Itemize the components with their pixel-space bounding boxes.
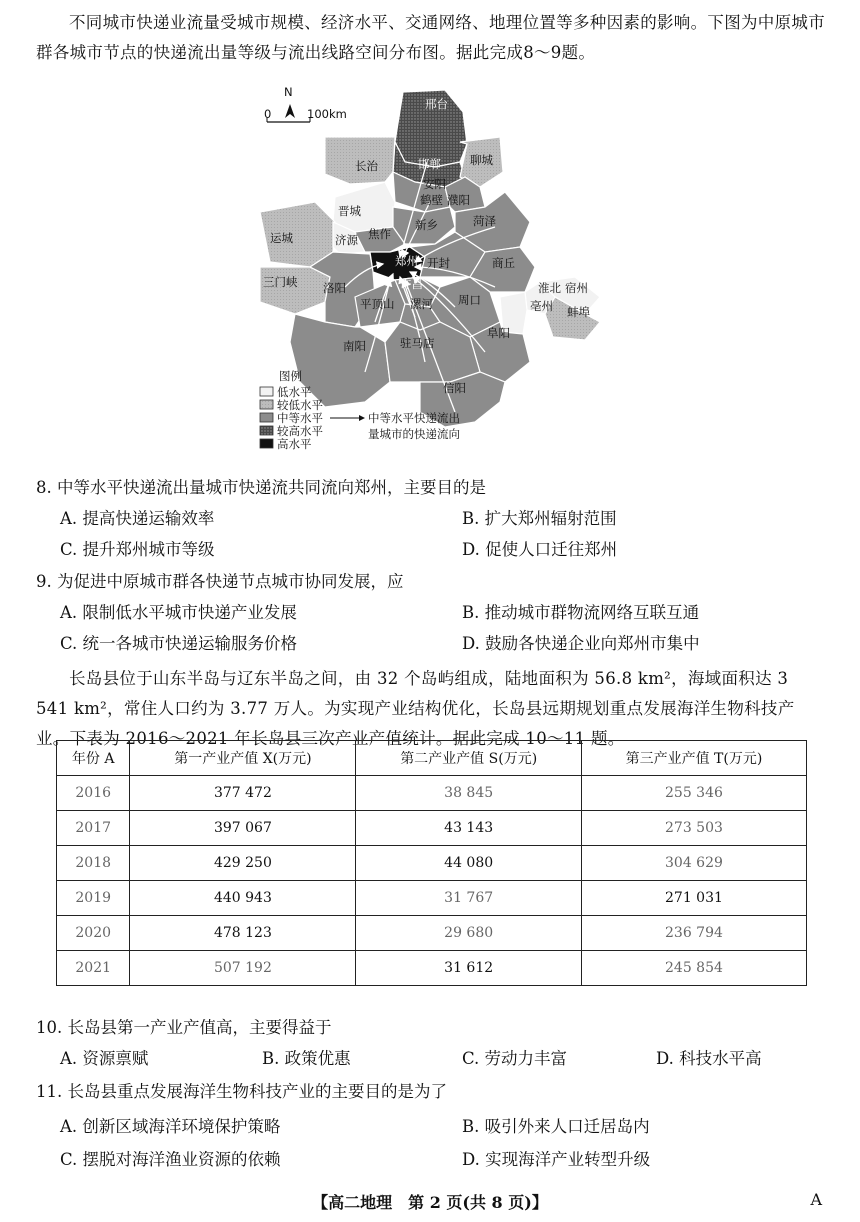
city-luoyang: 洛阳 — [323, 281, 346, 295]
table-cell: 255 346 — [581, 776, 806, 811]
q9-option-b: B. 推动城市群物流网络互联互通 — [462, 603, 700, 622]
city-anyang: 安阳 — [423, 177, 446, 191]
city-xingtai: 邢台 — [425, 97, 448, 111]
legend-swatch-lower — [260, 400, 273, 409]
city-yuncheng: 运城 — [270, 231, 293, 245]
table-cell: 31 612 — [356, 951, 581, 986]
table-cell: 2018 — [57, 846, 130, 881]
q9-option-a: A. 限制低水平城市快递产业发展 — [60, 603, 297, 622]
table-header: 第二产业产值 S(万元) — [356, 741, 581, 776]
table-header: 年份 A — [57, 741, 130, 776]
city-liaocheng: 聊城 — [470, 153, 493, 167]
table-header: 第一产业产值 X(万元) — [130, 741, 356, 776]
table-cell: 2019 — [57, 881, 130, 916]
legend-title: 图例 — [279, 369, 302, 383]
q10-option-b: B. 政策优惠 — [262, 1049, 351, 1068]
legend-medium: 中等水平 — [277, 411, 323, 425]
city-luohe: 漯河 — [410, 297, 433, 311]
question-8-stem: 8. 中等水平快递流出量城市快递流共同流向郑州，主要目的是 — [36, 478, 486, 497]
page-footer: 【高二地理 第 2 页(共 8 页)】 — [312, 1193, 548, 1212]
q10-option-d: D. 科技水平高 — [656, 1049, 762, 1068]
q11-option-b: B. 吸引外来人口迁居岛内 — [462, 1117, 650, 1136]
city-xinyang: 信阳 — [443, 381, 466, 395]
table-cell: 2020 — [57, 916, 130, 951]
table-cell: 236 794 — [581, 916, 806, 951]
city-heze: 菏泽 — [473, 214, 496, 228]
city-xuchang: 许昌 — [400, 277, 423, 291]
table-row — [57, 846, 807, 881]
express-flow-map — [255, 82, 607, 460]
legend-low: 低水平 — [277, 385, 312, 399]
north-arrow-icon — [285, 104, 295, 118]
table-header-row — [57, 741, 807, 776]
city-zhumadian: 驻马店 — [400, 336, 435, 350]
city-sanmenxia: 三门峡 — [263, 275, 298, 289]
north-label: N — [284, 85, 293, 99]
legend-high: 高水平 — [277, 437, 312, 451]
table-row — [57, 916, 807, 951]
table-cell: 31 767 — [356, 881, 581, 916]
table-row — [57, 881, 807, 916]
city-hebi: 鹤壁 — [420, 193, 443, 207]
table-cell: 245 854 — [581, 951, 806, 986]
legend-lower: 较低水平 — [277, 398, 323, 412]
city-shangqiu: 商丘 — [492, 256, 515, 270]
city-kaifeng: 开封 — [427, 256, 450, 270]
table-row — [57, 951, 807, 986]
q9-option-d: D. 鼓励各快递企业向郑州市集中 — [462, 634, 700, 653]
table-cell: 43 143 — [356, 811, 581, 846]
legend-arrow-line2: 量城市的快递流向 — [368, 427, 460, 441]
q8-option-b: B. 扩大郑州辐射范围 — [462, 509, 617, 528]
q11-option-a: A. 创新区域海洋环境保护策略 — [60, 1117, 281, 1136]
city-jiaozuo: 焦作 — [368, 227, 391, 241]
table-row — [57, 811, 807, 846]
q8-option-c: C. 提升郑州城市等级 — [60, 540, 215, 559]
legend-swatch-higher — [260, 426, 273, 435]
question-10-stem: 10. 长岛县第一产业产值高，主要得益于 — [36, 1018, 332, 1037]
scale-bar — [267, 118, 310, 122]
city-zhengzhou: 郑州 — [395, 254, 418, 268]
table-cell: 273 503 — [581, 811, 806, 846]
city-fuyang: 阜阳 — [487, 326, 510, 340]
table-row — [57, 776, 807, 811]
q11-option-d: D. 实现海洋产业转型升级 — [462, 1150, 651, 1169]
table-cell: 271 031 — [581, 881, 806, 916]
q8-option-a: A. 提高快递运输效率 — [60, 509, 215, 528]
legend-arrow-line1: 中等水平快递流出 — [368, 411, 460, 425]
table-cell: 2016 — [57, 776, 130, 811]
city-suzhou: 宿州 — [565, 281, 588, 295]
table-cell: 38 845 — [356, 776, 581, 811]
legend-swatch-low — [260, 387, 273, 396]
city-pingdingshan: 平顶山 — [360, 297, 395, 311]
legend-swatch-medium — [260, 413, 273, 422]
city-nanyang: 南阳 — [343, 339, 366, 353]
table-cell: 304 629 — [581, 846, 806, 881]
intro-paragraph-1: 不同城市快递业流量受城市规模、经济水平、交通网络、地理位置等多种因素的影响。下图为中原城市群各城市节点的快递流出量等级与流出线路空间分布图。据此完成8～9题。 — [36, 13, 825, 62]
city-jincheng: 晋城 — [338, 204, 361, 218]
q11-option-c: C. 摆脱对海洋渔业资源的依赖 — [60, 1150, 281, 1169]
table-cell: 397 067 — [130, 811, 356, 846]
scale-km: 100km — [307, 107, 347, 121]
legend-swatch-high — [260, 439, 273, 448]
table-header: 第三产业产值 T(万元) — [581, 741, 806, 776]
paper-version-mark: A — [810, 1190, 822, 1209]
city-huaibei: 淮北 — [538, 281, 561, 295]
table-cell: 2021 — [57, 951, 130, 986]
table-cell: 29 680 — [356, 916, 581, 951]
city-zhoukou: 周口 — [458, 293, 481, 307]
legend-higher: 较高水平 — [277, 424, 323, 438]
table-cell: 440 943 — [130, 881, 356, 916]
table-cell: 429 250 — [130, 846, 356, 881]
city-handan: 邯郸 — [418, 157, 441, 171]
question-11-stem: 11. 长岛县重点发展海洋生物科技产业的主要目的是为了 — [36, 1082, 447, 1101]
table-cell: 478 123 — [130, 916, 356, 951]
city-jiyuan: 济源 — [335, 233, 358, 247]
q9-option-c: C. 统一各城市快递运输服务价格 — [60, 634, 298, 653]
table-cell: 44 080 — [356, 846, 581, 881]
city-bengbu: 蚌埠 — [567, 305, 590, 319]
q10-option-a: A. 资源禀赋 — [60, 1049, 149, 1068]
q8-option-d: D. 促使人口迁往郑州 — [462, 540, 618, 559]
table-cell: 2017 — [57, 811, 130, 846]
q10-option-c: C. 劳动力丰富 — [462, 1049, 568, 1068]
scale-zero: 0 — [264, 107, 272, 121]
table-cell: 507 192 — [130, 951, 356, 986]
question-9-stem: 9. 为促进中原城市群各快递节点城市协同发展，应 — [36, 572, 404, 591]
city-xinxiang: 新乡 — [415, 218, 438, 232]
city-bozhou: 亳州 — [530, 299, 553, 313]
city-changzhi: 长治 — [355, 159, 378, 173]
table-cell: 377 472 — [130, 776, 356, 811]
industry-output-table — [56, 740, 807, 986]
city-puyang: 濮阳 — [447, 193, 470, 207]
intro-paragraph-2: 长岛县位于山东半岛与辽东半岛之间，由 32 个岛屿组成，陆地面积为 56.8 km²，海域面积达 3 541 km²，常住人口约为 3.77 万人。为实现产业结构优化，长岛县远期规划重点发展海洋生物科技产业。下表为 2016～2021 年长岛县三次产业产值统计。据此完成 10～11 题。 — [36, 669, 795, 748]
